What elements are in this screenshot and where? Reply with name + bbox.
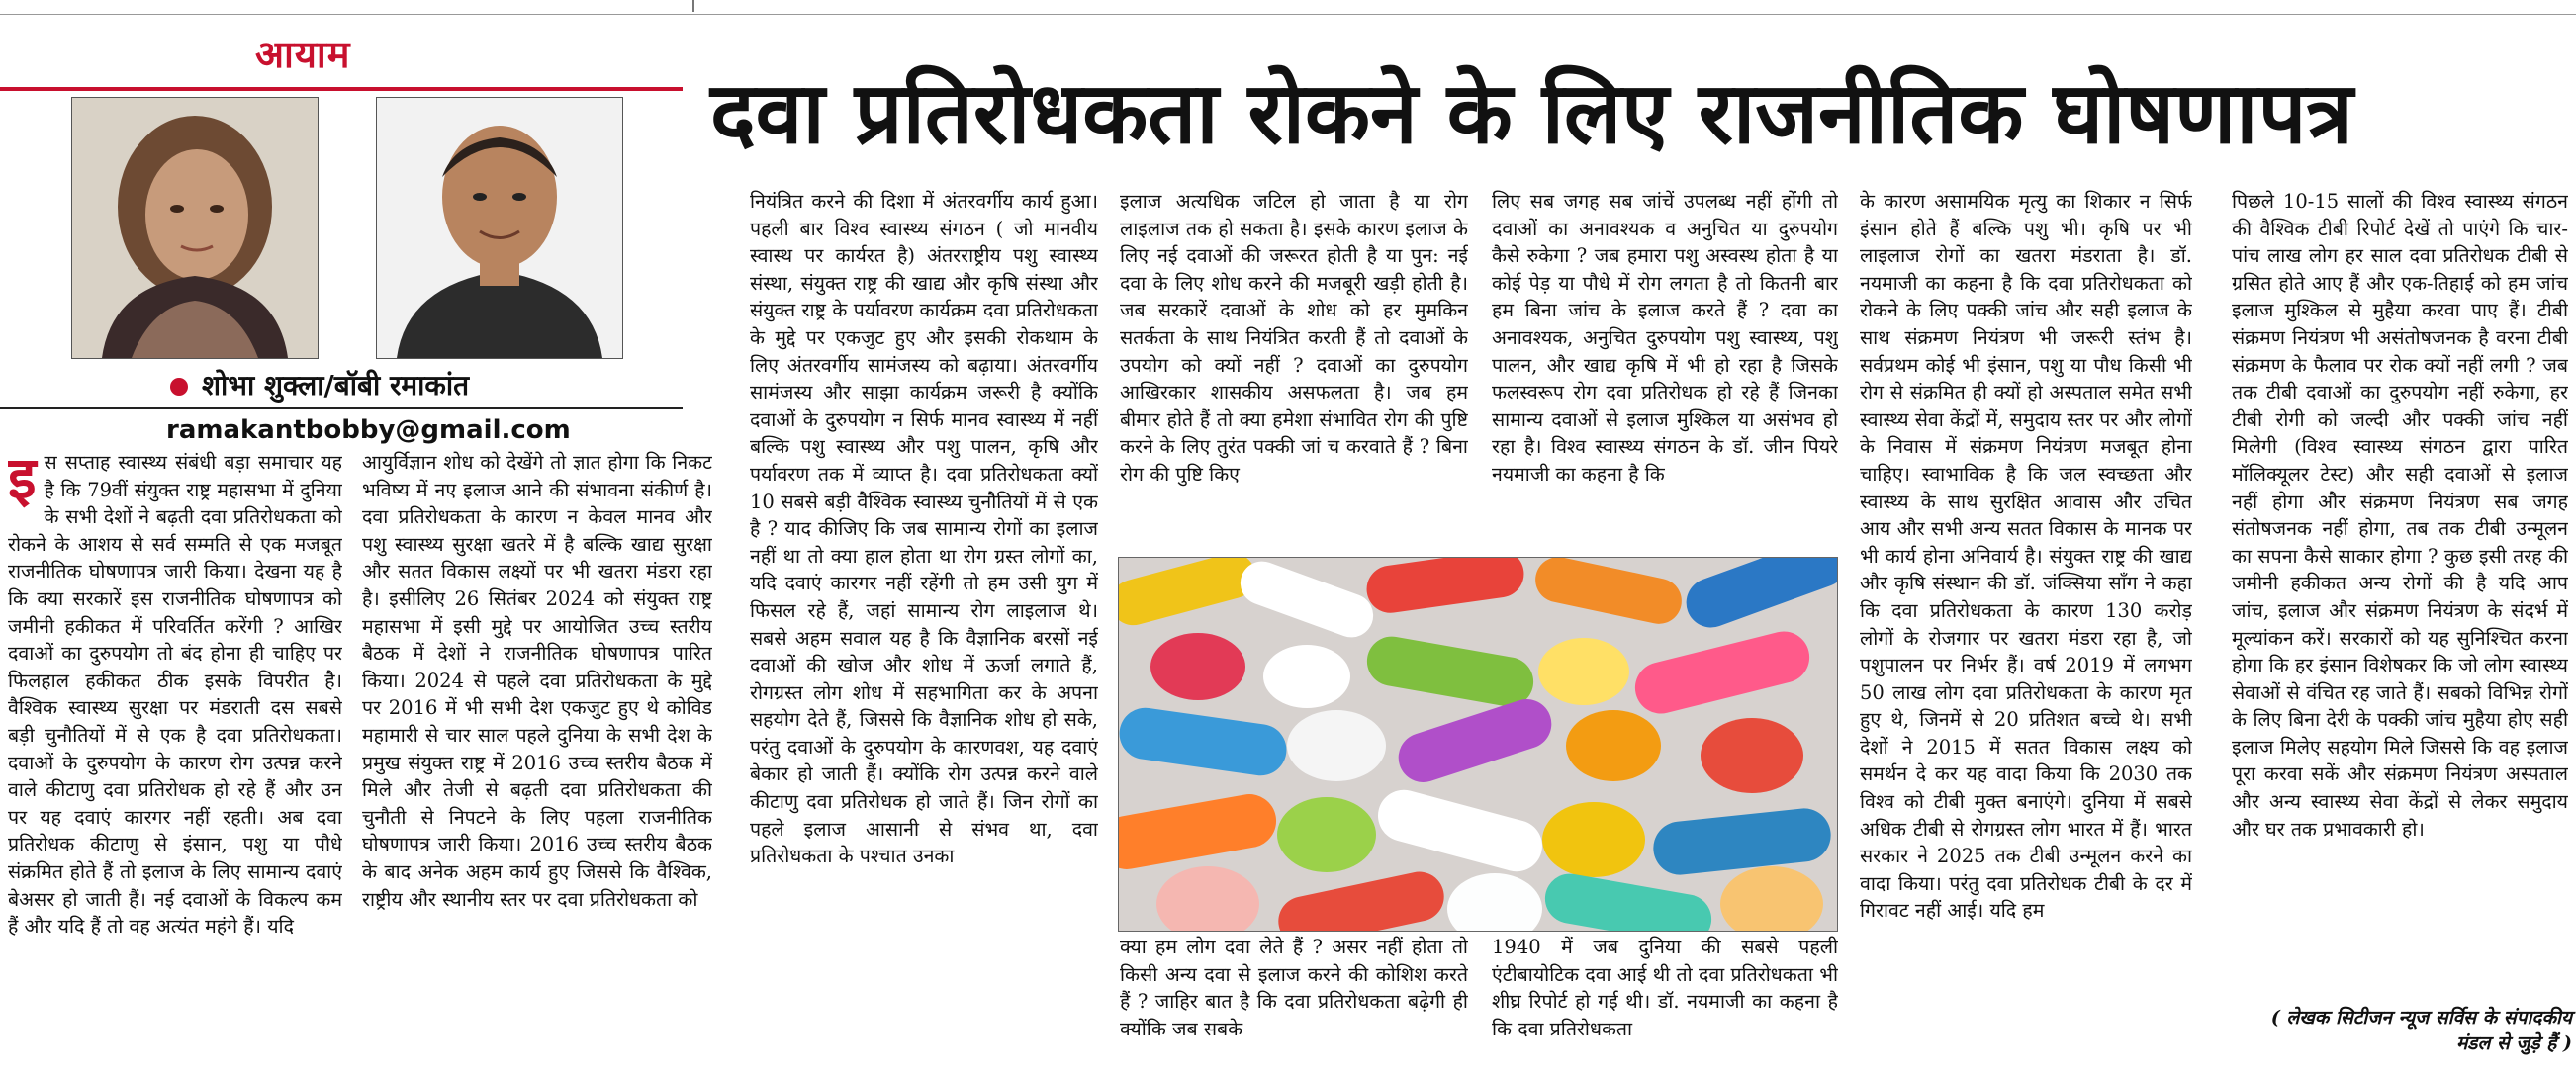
author-photo-2-image: [377, 98, 622, 358]
article-column-4-top: इलाज अत्यधिक जटिल हो जाता है या रोग लाइलाज तक हो सकता है। इसके कारण इलाज के लिए नई दवाओं की जरूरत होती है या पुन: नई दवा के लिए शोध करने की मजबूरी खड़ी होती है। जब सरकारें दवाओं के शोध को हर मुमकिन सतर्कता के साथ नियंत्रित करती हैं तो दवाओं के उपयोग को क्यों नहीं ? दवाओं का दुरुपयोग आखिरकार शासकीय असफलता है। जब हम बीमार होते हैं तो क्या हमेशा संभावित रोग की पुष्टि करने के लिए तुरंत पक्की जां च करवाते हैं ? बिना रोग की पुष्टि किए: [1120, 190, 1468, 486]
byline-rule: [0, 407, 683, 409]
article-headline: दवा प्रतिरोधकता रोकने के लिए राजनीतिक घोषणापत्र: [710, 64, 2353, 163]
article-column-3: नियंत्रित करने की दिशा में अंतरवर्गीय कार्य हुआ। पहली बार विश्व स्वास्थ्य संगठन ( जो मानवीय स्वास्थ पर कार्यरत है) अंतरराष्ट्रीय पशु स्वास्थ्य संस्था, संयुक्त राष्ट्र की खाद्य और कृषि संस्था और संयुक्त राष्ट्र के पर्यावरण कार्यक्रम दवा प्रतिरोधकता के मुद्दे पर एकजुट हुए और इसकी रोकथाम के लिए अंतरवर्गीय सामंजस्य को बढ़ाया। अंतरवर्गीय सामंजस्य और साझा कार्यक्रम जरूरी है क्योंकि दवाओं के दुरुपयोग न सिर्फ मानव स्वास्थ्य में नहीं बल्कि पशु स्वास्थ्य और पशु पालन, कृषि और पर्यावरण तक में व्याप्त है। दवा प्रतिरोधकता क्यों 10 सबसे बड़ी वैश्विक स्वास्थ्य चुनौतियों में से एक है ? याद कीजिए कि जब सामान्य रोगों का इलाज नहीं था तो क्या हाल होता था रोग ग्रस्त लोगों का, यदि दवाएं कारगर नहीं रहेंगी तो हम उसी युग में फिसल रहे हैं, जहां सामान्य रोग लाइलाज थे। सबसे अहम सवाल यह है कि वैज्ञानिक बरसों नई दवाओं की खोज और शोध में ऊर्जा लगाते हैं, रोगग्रस्त लोग शोध में सहभागिता कर के अपना सहयोग देते हैं, जिससे कि वैज्ञानिक शोध हो सके, परंतु दवाओं के दुरुपयोग के कारणवश, यह दवाएं बेकार हो जाती हैं। क्योंकि रोग उत्पन्न करने वाले कीटाणु दवा प्रतिरोधक हो जाते हैं। जिन रोगों का पहले इलाज आसानी से संभव था, दवा प्रतिरोधकता के पश्चात उनका: [750, 190, 1098, 868]
article-column-7: पिछले 10-15 सालों की विश्व स्वास्थ्य संगठन की वैश्विक टीबी रिपोर्ट देखें तो पाएंगे कि चार-पांच लाख लोग हर साल दवा प्रतिरोधक टीबी से ग्रसित होते आए हैं और एक-तिहाई को हम जांच इलाज मुश्किल से मुहैया करवा पाए हैं। टीबी संक्रमण नियंत्रण भी असंतोषजनक है वरना टीबी संक्रमण के फैलाव पर रोक क्यों नहीं लगी ? जब तक टीबी दवाओं का दुरुपयोग नहीं रुकेगा, हर टीबी रोगी को जल्दी और पक्की जांच नहीं मिलेगी (विश्व स्वास्थ्य संगठन द्वारा पारित मॉलिक्यूलर टेस्ट) और सही दवाओं से इलाज नहीं होगा और संक्रमण नियंत्रण सब जगह संतोषजनक नहीं होगा, तब तक टीबी उन्मूलन का सपना कैसे साकार होगा ? कुछ इसी तरह की जमीनी हकीकत अन्य रोगों की है यदि आप जांच, इलाज और संक्रमण नियंत्रण के संदर्भ में मूल्यांकन करें। सरकारों को यह सुनिश्चित करना होगा कि हर इंसान विशेषकर कि जो लोग स्वास्थ्य सेवाओं से वंचित रह जाते हैं। सबको विभिन्न रोगों के लिए बिना देरी के पक्की जांच मुहैया होए सही इलाज मिलेए सहयोग मिले जिससे कि वह इलाज पूरा करवा सकें और संक्रमण नियंत्रण अस्पताल और अन्य स्वास्थ्य सेवा केंद्रों से लेकर समुदाय और घर तक प्रभावकारी हो।: [2232, 190, 2568, 841]
author-photo-1-image: [72, 98, 318, 358]
article-column-5-bottom: 1940 में जब दुनिया की सबसे पहली एंटीबायोटिक दवा आई थी तो दवा प्रतिरोधकता भी शीघ्र रिपोर्ट हो गई थी। डॉ. नयमाजी का कहना है कि दवा प्रतिरोधकता: [1492, 936, 1838, 1040]
column-1-text: स सप्ताह स्वास्थ्य संबंधी बड़ा समाचार यह है कि 79वीं संयुक्त राष्ट्र महासभा में दुनिया के सभी देशों ने बढ़ती दवा प्रतिरोधकता को रोकने के आशय से सर्व सम्मति से एक मजबूत राजनीतिक घोषणापत्र जारी किया। देखना यह है कि क्या सरकारें इस राजनीतिक घोषणापत्र को जमीनी हकीकत में परिवर्तित करेंगी ? आखिर दवाओं का दुरुपयोग तो बंद होना ही चाहिए पर फिलहाल हकीकत ठीक इसके विपरीत है। वैश्विक स्वास्थ्य सुरक्षा पर मंडराती दस सबसे बड़ी चुनौतियों में से एक है दवा प्रतिरोधकता। दवाओं के दुरुपयोग के कारण रोग उत्पन्न करने वाले कीटाणु दवा प्रतिरोधक हो रहे हैं और उन पर यह दवाएं कारगर नहीं रहती। अब दवा प्रतिरोधक कीटाणु से इंसान, पशु या पौधे संक्रमित होते हैं तो इलाज के लिए सामान्य दवाएं बेअसर हो जाती हैं। नई दवाओं के विकल्प कम हैं और यदि हैं तो वह अत्यंत महंगे हैं। यदि: [8, 451, 342, 939]
article-column-2: आयुर्विज्ञान शोध को देखेंगे तो ज्ञात होगा कि निकट भविष्य में नए इलाज आने की संभावना संकीर्ण है। दवा प्रतिरोधकता के कारण न केवल मानव और पशु स्वास्थ्य सुरक्षा खतरे में है बल्कि खाद्य सुरक्षा और सतत विकास लक्ष्यों पर भी खतरा मंडरा रहा है। इसीलिए 26 सितंबर 2024 को संयुक्त राष्ट्र महासभा में इसी मुद्दे पर आयोजित उच्च स्तरीय बैठक में देशों ने राजनीतिक घोषणापत्र पारित किया। 2024 से पहले दवा प्रतिरोधकता के मुद्दे पर 2016 में भी सभी देश एकजुट हुए थे कोविड महामारी से चार साल पहले दुनिया के सभी देश के प्रमुख संयुक्त राष्ट्र में 2016 उच्च स्तरीय बैठक में मिले और तेजी से बढ़ती दवा प्रतिरोधकता की चुनौती से निपटने के लिए पहला राजनीतिक घोषणापत्र जारी किया। 2016 उच्च स्तरीय बैठक के बाद अनेक अहम कार्य हुए जिससे कि वैश्विक, राष्ट्रीय और स्थानीय स्तर पर दवा प्रतिरोधकता को: [362, 451, 712, 911]
bullet-icon: [170, 378, 188, 396]
section-rule: [0, 87, 683, 91]
section-label: आयाम: [255, 33, 351, 76]
author-photo-2: [376, 97, 623, 359]
article-column-4-bottom: क्या हम लोग दवा लेते हैं ? असर नहीं होता तो किसी अन्य दवा से इलाज करने की कोशिश करते हैं ? जाहिर बात है कि दवा प्रतिरोधकता बढ़ेगी ही क्योंकि जब सबके: [1120, 936, 1468, 1040]
author-names: शोभा शुक्ला/बॉबी रमाकांत: [202, 369, 470, 402]
author-credit-note: ( लेखक सिटीजन न्यूज सर्विस के संपादकीय मंडल से जुड़े हैं ): [2270, 1007, 2572, 1054]
article-column-5-top: लिए सब जगह सब जांचें उपलब्ध नहीं होंगी तो दवाओं का अनावश्यक व अनुचित या दुरुपयोग कैसे रुकेगा ? जब हमारा पशु अस्वस्थ होता है या कोई पेड़ या पौधे में रोग लगता है तो कितनी बार हम बिना जांच के इलाज करते हैं ? दवा का अनावश्यक, अनुचित दुरुपयोग पशु स्वास्थ्य, पशु पालन, और खाद्य कृषि में भी हो रहा है जिसके फलस्वरूप रोग दवा प्रतिरोधक हो रहे हैं जिनका सामान्य दवाओं से इलाज मुश्किल या असंभव हो रहा है। विश्व स्वास्थ्य संगठन के डॉ. जीन पियरे नयमाजी का कहना है कि: [1492, 190, 1838, 486]
author-email[interactable]: ramakantbobby@gmail.com: [166, 415, 571, 445]
article-column-6: के कारण असामयिक मृत्यु का शिकार न सिर्फ इंसान होते हैं बल्कि पशु भी। कृषि पर भी लाइलाज रोगों का खतरा मंडराता है। डॉ. नयमाजी का कहना है कि दवा प्रतिरोधकता को रोकने के लिए पक्की जांच और सही इलाज के साथ संक्रमण नियंत्रण भी जरूरी स्तंभ है। सर्वप्रथम कोई भी इंसान, पशु या पौध किसी भी रोग से संक्रमित ही क्यों हो अस्पताल समेत सभी स्वास्थ्य सेवा केंद्रों में, समुदाय स्तर पर और लोगों के निवास में संक्रमण नियंत्रण मजबूत होना चाहिए। स्वाभाविक है कि जल स्वच्छता और स्वास्थ्य के साथ सुरक्षित आवास और उचित आय और सभी अन्य सतत विकास के मानक पर भी कार्य होना अनिवार्य है। संयुक्त राष्ट्र की खाद्य और कृषि संस्थान की डॉ. जंक्सिया सॉंग ने कहा कि दवा प्रतिरोधकता के कारण 130 करोड़ लोगों के रोजगार पर खतरा मंडरा रहा है, जो पशुपालन पर निर्भर हैं। वर्ष 2019 में लगभग 50 लाख लोग दवा प्रतिरोधकता के कारण मृत हुए थे, जिनमें से 20 प्रतिशत बच्चे थे। सभी देशों ने 2015 में सतत विकास लक्ष्य को समर्थन दे कर यह वादा किया कि 2030 तक विश्व को टीबी मुक्त बनाएंगे। दुनिया में सबसे अधिक टीबी से रोगग्रस्त लोग भारत में हैं। भारत सरकार ने 2025 तक टीबी उन्मूलन करने का वादा किया। परंतु दवा प्रतिरोधक टीबी के दर में गिरावट नहीं आई। यदि हम: [1860, 190, 2192, 923]
drop-cap: इ: [8, 449, 37, 511]
top-strip-divider: [692, 0, 694, 12]
top-strip: [0, 0, 2576, 15]
pills-photo: [1118, 557, 1838, 932]
author-photo-1: [71, 97, 319, 359]
author-byline: [170, 366, 469, 403]
pills-image: [1119, 558, 1837, 931]
article-column-1: [8, 449, 342, 1072]
